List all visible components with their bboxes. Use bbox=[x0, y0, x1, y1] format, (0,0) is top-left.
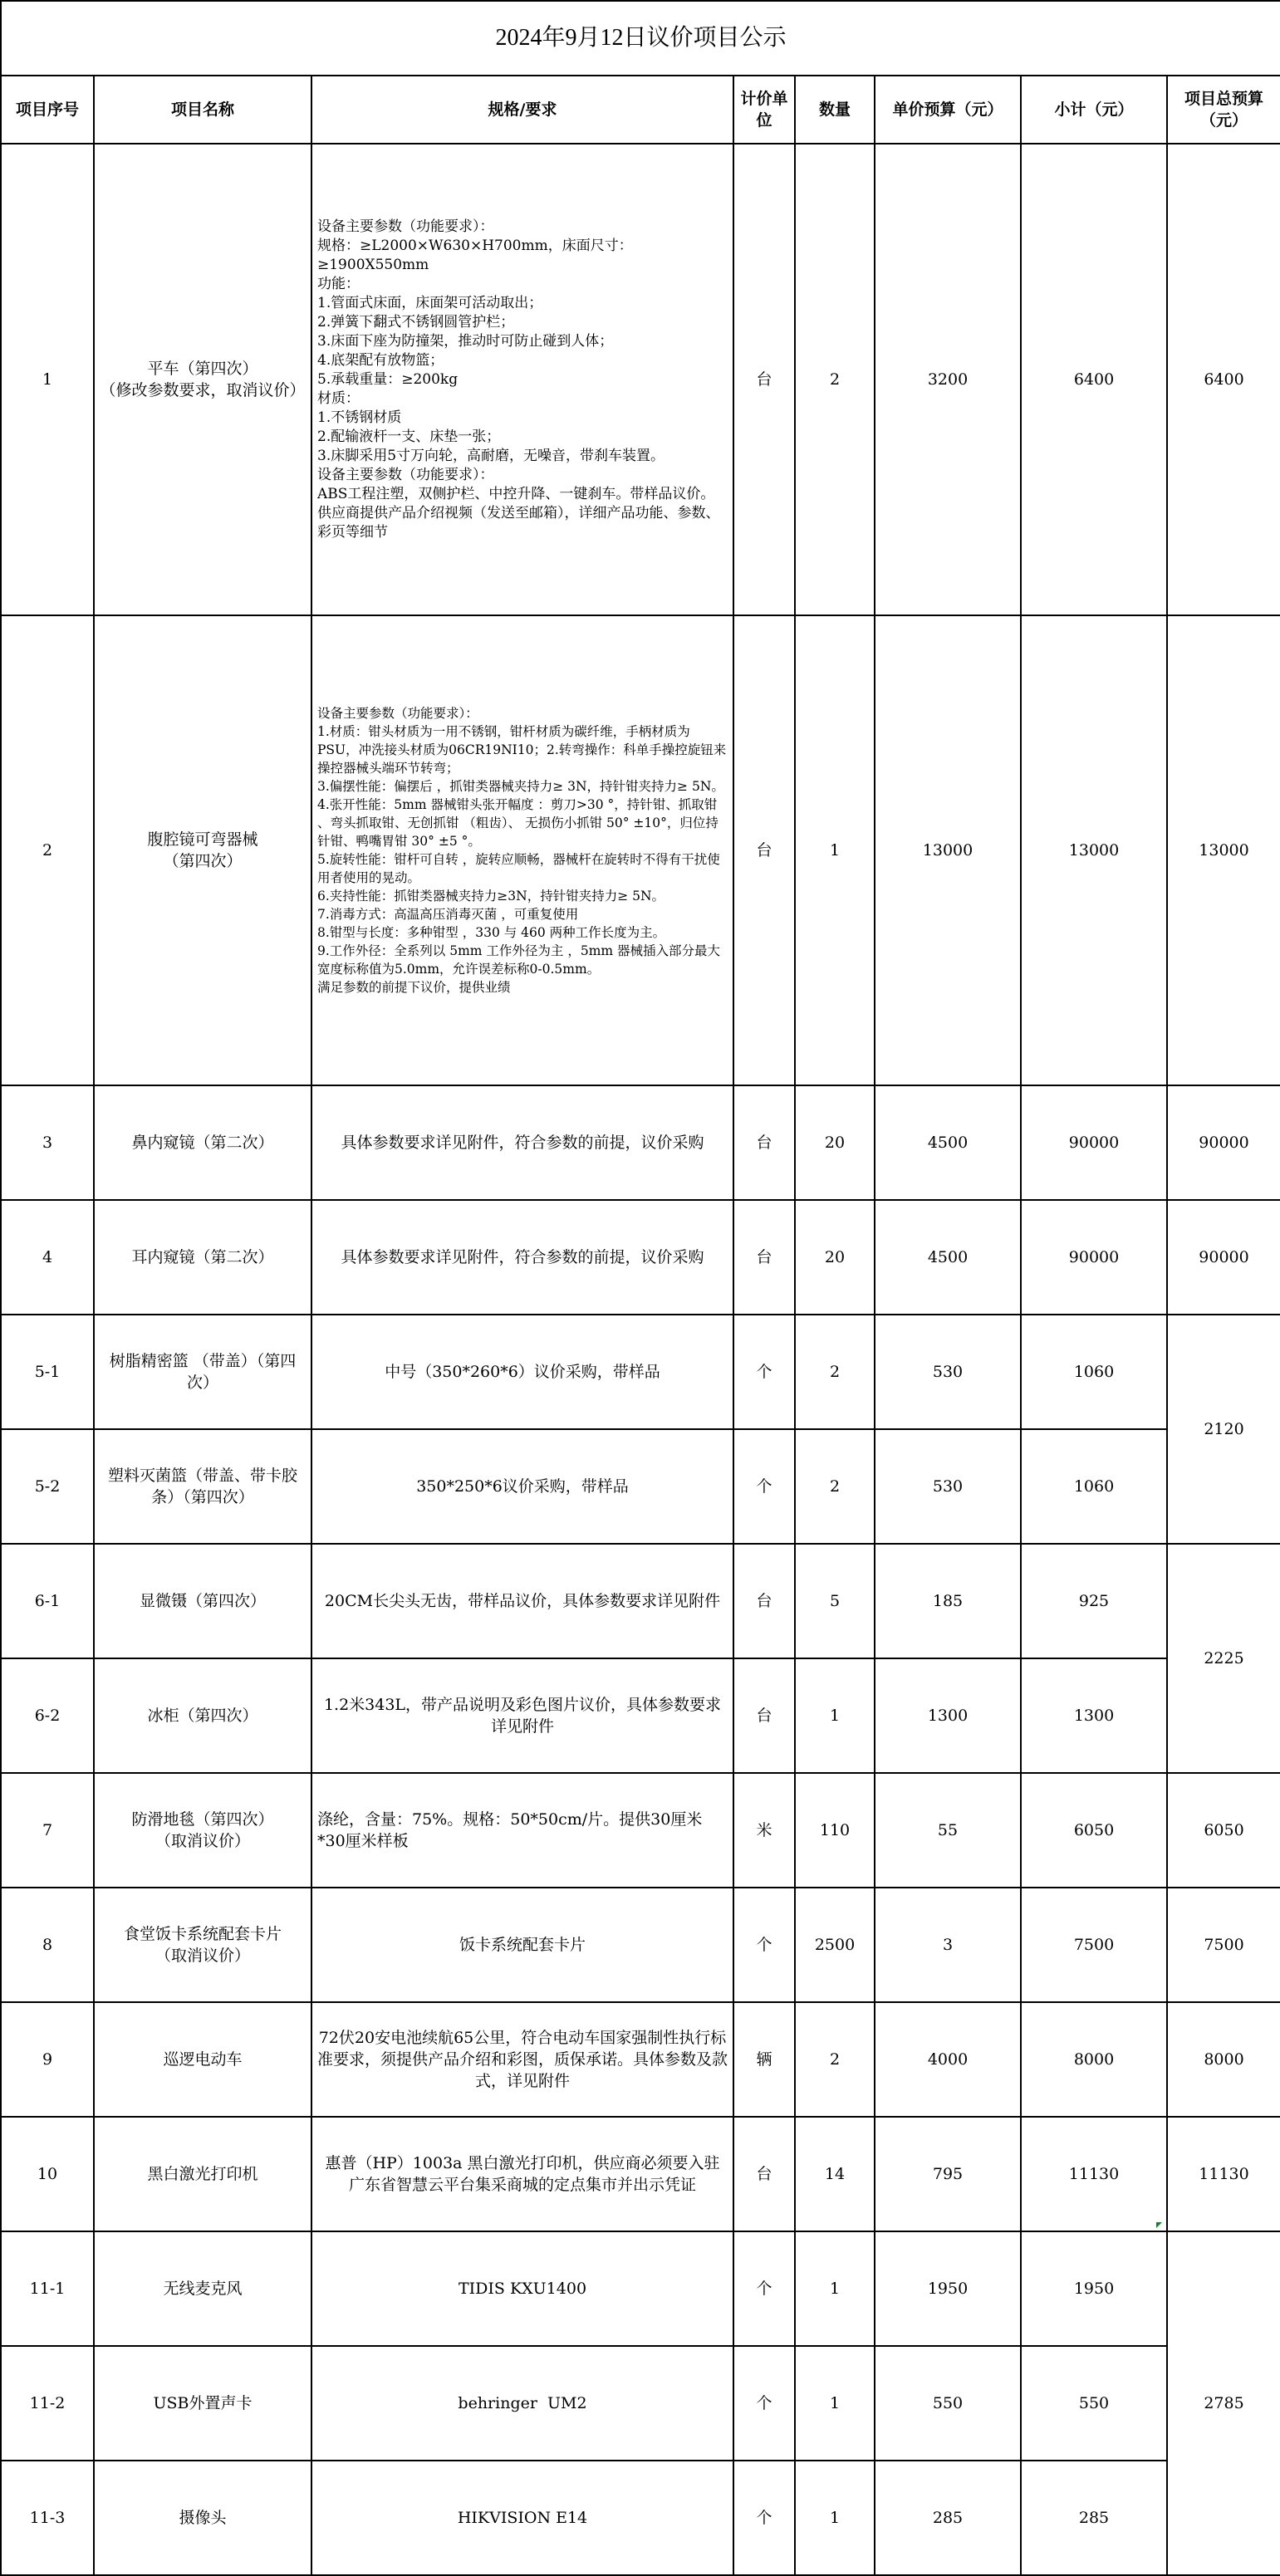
cell-total: 2785 bbox=[1167, 2231, 1280, 2575]
cell-spec: 20CM长尖头无齿，带样品议价，具体参数要求详见附件 bbox=[311, 1544, 733, 1658]
cell-seq: 6-1 bbox=[1, 1544, 94, 1658]
cell-name: 平车（第四次） （修改参数要求，取消议价） bbox=[94, 144, 311, 615]
cell-qty: 2 bbox=[795, 2002, 875, 2117]
cell-seq: 9 bbox=[1, 2002, 94, 2117]
cell-subtotal: 1060 bbox=[1021, 1315, 1167, 1429]
header-row bbox=[1, 76, 1280, 144]
cell-price: 1950 bbox=[875, 2231, 1021, 2346]
cell-name: 树脂精密篮 （带盖）（第四次） bbox=[94, 1315, 311, 1429]
header-price: 单价预算（元） bbox=[875, 76, 1021, 144]
cell-unit: 台 bbox=[733, 1658, 795, 1773]
cell-price: 4000 bbox=[875, 2002, 1021, 2117]
header-qty: 数量 bbox=[795, 76, 875, 144]
cell-unit: 个 bbox=[733, 1315, 795, 1429]
cell-seq: 6-2 bbox=[1, 1658, 94, 1773]
cell-name: 巡逻电动车 bbox=[94, 2002, 311, 2117]
header-unit: 计价单位 bbox=[733, 76, 795, 144]
table-row bbox=[1, 1544, 1280, 1658]
cell-unit: 米 bbox=[733, 1773, 795, 1888]
cell-spec: 设备主要参数（功能要求）： 1.材质：钳头材质为一用不锈钢，钳杆材质为碳纤维，手柄材质为PSU，冲洗接头材质为06CR19NI10；2.转弯操作：科单手操控旋钮来操控器械头端环节转弯； 3.偏摆性能：偏摆后 ，抓钳类器械夹持力≥ 3N，持针钳夹持力≥ 5N。 4.张开性能：5mm 器械钳头张开幅度 ：剪刀>30 °，持针钳、抓取钳 、弯头抓取钳、无创抓钳 （粗齿）、 无损伤小抓钳 50° ±10°，归位持针钳、鸭嘴胃钳 30° ±5 °。 5.旋转性能：钳杆可自转 ，旋转应顺畅，器械杆在旋转时不得有干扰使用者使用的晃动。 6.夹持性能：抓钳类器械夹持力≥3N，持针钳夹持力≥ 5N。 7.消毒方式：高温高压消毒灭菌 ，可重复使用 8.钳型与长度：多种钳型 ，330 与 460 两种工作长度为主。 9.工作外径：全系列以 5mm 工作外径为主 ，5mm 器械插入部分最大宽度标称值为5.0mm，允许误差标称0-0.5mm。 满足参数的前提下议价，提供业绩 bbox=[311, 615, 733, 1085]
cell-name: 食堂饭卡系统配套卡片 （取消议价） bbox=[94, 1888, 311, 2002]
cell-price: 550 bbox=[875, 2346, 1021, 2461]
cell-qty: 5 bbox=[795, 1544, 875, 1658]
cell-qty: 2 bbox=[795, 1315, 875, 1429]
cell-price: 3 bbox=[875, 1888, 1021, 2002]
cell-price: 1300 bbox=[875, 1658, 1021, 1773]
cell-subtotal: 1060 bbox=[1021, 1429, 1167, 1544]
table-row bbox=[1, 1429, 1280, 1544]
cell-price: 185 bbox=[875, 1544, 1021, 1658]
cell-total: 90000 bbox=[1167, 1200, 1280, 1315]
cell-seq: 5-1 bbox=[1, 1315, 94, 1429]
title-row bbox=[1, 1, 1280, 76]
cell-spec: 72伏20安电池续航65公里，符合电动车国家强制性执行标准要求，须提供产品介绍和彩图，质保承诺。具体参数及款式，详见附件 bbox=[311, 2002, 733, 2117]
cell-price: 530 bbox=[875, 1429, 1021, 1544]
cell-price: 530 bbox=[875, 1315, 1021, 1429]
cell-unit: 台 bbox=[733, 1085, 795, 1200]
cell-unit: 台 bbox=[733, 1544, 795, 1658]
cell-spec: 1.2米343L，带产品说明及彩色图片议价，具体参数要求详见附件 bbox=[311, 1658, 733, 1773]
cell-total: 8000 bbox=[1167, 2002, 1280, 2117]
cell-spec: 涤纶，含量：75%。规格：50*50cm/片。提供30厘米*30厘米样板 bbox=[311, 1773, 733, 1888]
cell-subtotal: 13000 bbox=[1021, 615, 1167, 1085]
cell-qty: 2500 bbox=[795, 1888, 875, 2002]
cell-subtotal: 1300 bbox=[1021, 1658, 1167, 1773]
table-row bbox=[1, 615, 1280, 1085]
cell-qty: 2 bbox=[795, 1429, 875, 1544]
cell-unit: 台 bbox=[733, 144, 795, 615]
cell-seq: 8 bbox=[1, 1888, 94, 2002]
header-spec: 规格/要求 bbox=[311, 76, 733, 144]
cell-price: 13000 bbox=[875, 615, 1021, 1085]
cell-seq: 4 bbox=[1, 1200, 94, 1315]
cell-comment-marker bbox=[1156, 2222, 1162, 2228]
cell-unit: 台 bbox=[733, 615, 795, 1085]
table-row bbox=[1, 1773, 1280, 1888]
cell-total: 6050 bbox=[1167, 1773, 1280, 1888]
cell-qty: 1 bbox=[795, 2231, 875, 2346]
cell-qty: 1 bbox=[795, 1658, 875, 1773]
cell-name: 鼻内窥镜（第二次） bbox=[94, 1085, 311, 1200]
cell-spec: behringer UM2 bbox=[311, 2346, 733, 2461]
header-total: 项目总预算（元） bbox=[1167, 76, 1280, 144]
cell-subtotal: 90000 bbox=[1021, 1200, 1167, 1315]
cell-subtotal: 285 bbox=[1021, 2461, 1167, 2575]
cell-subtotal: 8000 bbox=[1021, 2002, 1167, 2117]
cell-subtotal: 11130 bbox=[1021, 2117, 1167, 2231]
cell-subtotal: 550 bbox=[1021, 2346, 1167, 2461]
cell-unit: 个 bbox=[733, 2346, 795, 2461]
cell-seq: 2 bbox=[1, 615, 94, 1085]
table-row bbox=[1, 1658, 1280, 1773]
cell-qty: 20 bbox=[795, 1200, 875, 1315]
cell-subtotal: 6400 bbox=[1021, 144, 1167, 615]
header-subtotal: 小计（元） bbox=[1021, 76, 1167, 144]
cell-unit: 个 bbox=[733, 1429, 795, 1544]
table-row bbox=[1, 2346, 1280, 2461]
table-row bbox=[1, 1315, 1280, 1429]
cell-price: 795 bbox=[875, 2117, 1021, 2231]
cell-spec: TIDIS KXU1400 bbox=[311, 2231, 733, 2346]
table-row bbox=[1, 2461, 1280, 2575]
table-row bbox=[1, 2002, 1280, 2117]
cell-subtotal: 7500 bbox=[1021, 1888, 1167, 2002]
cell-spec: HIKVISION E14 bbox=[311, 2461, 733, 2575]
cell-name: 显微镊（第四次） bbox=[94, 1544, 311, 1658]
cell-price: 3200 bbox=[875, 144, 1021, 615]
table-row bbox=[1, 2231, 1280, 2346]
cell-qty: 1 bbox=[795, 615, 875, 1085]
cell-name: 摄像头 bbox=[94, 2461, 311, 2575]
cell-name: 冰柜（第四次） bbox=[94, 1658, 311, 1773]
header-name: 项目名称 bbox=[94, 76, 311, 144]
cell-seq: 10 bbox=[1, 2117, 94, 2231]
table-row bbox=[1, 144, 1280, 615]
cell-unit: 个 bbox=[733, 2461, 795, 2575]
table-row bbox=[1, 2117, 1280, 2231]
cell-total: 7500 bbox=[1167, 1888, 1280, 2002]
cell-seq: 11-2 bbox=[1, 2346, 94, 2461]
cell-price: 4500 bbox=[875, 1200, 1021, 1315]
cell-unit: 台 bbox=[733, 2117, 795, 2231]
cell-total: 90000 bbox=[1167, 1085, 1280, 1200]
sheet-title: 2024年9月12日议价项目公示 bbox=[1, 1, 1280, 76]
cell-total: 11130 bbox=[1167, 2117, 1280, 2231]
cell-name: 塑料灭菌篮（带盖、带卡胶条）（第四次） bbox=[94, 1429, 311, 1544]
cell-name: 耳内窥镜（第二次） bbox=[94, 1200, 311, 1315]
cell-total: 2120 bbox=[1167, 1315, 1280, 1544]
cell-name: 黑白激光打印机 bbox=[94, 2117, 311, 2231]
cell-seq: 3 bbox=[1, 1085, 94, 1200]
table-row bbox=[1, 1085, 1280, 1200]
cell-subtotal: 90000 bbox=[1021, 1085, 1167, 1200]
cell-spec: 惠普（HP）1003a 黑白激光打印机，供应商必须要入驻广东省智慧云平台集采商城的定点集市并出示凭证 bbox=[311, 2117, 733, 2231]
cell-unit: 个 bbox=[733, 1888, 795, 2002]
cell-seq: 7 bbox=[1, 1773, 94, 1888]
cell-unit: 个 bbox=[733, 2231, 795, 2346]
cell-qty: 20 bbox=[795, 1085, 875, 1200]
cell-spec: 具体参数要求详见附件，符合参数的前提，议价采购 bbox=[311, 1200, 733, 1315]
table-row bbox=[1, 1888, 1280, 2002]
cell-seq: 11-3 bbox=[1, 2461, 94, 2575]
cell-price: 4500 bbox=[875, 1085, 1021, 1200]
cell-spec: 饭卡系统配套卡片 bbox=[311, 1888, 733, 2002]
cell-seq: 5-2 bbox=[1, 1429, 94, 1544]
cell-name: 无线麦克风 bbox=[94, 2231, 311, 2346]
cell-qty: 1 bbox=[795, 2346, 875, 2461]
cell-qty: 2 bbox=[795, 144, 875, 615]
cell-spec: 350*250*6议价采购，带样品 bbox=[311, 1429, 733, 1544]
cell-unit: 辆 bbox=[733, 2002, 795, 2117]
cell-total: 13000 bbox=[1167, 615, 1280, 1085]
cell-spec: 具体参数要求详见附件，符合参数的前提，议价采购 bbox=[311, 1085, 733, 1200]
cell-qty: 110 bbox=[795, 1773, 875, 1888]
cell-name: USB外置声卡 bbox=[94, 2346, 311, 2461]
cell-subtotal: 1950 bbox=[1021, 2231, 1167, 2346]
cell-total: 6400 bbox=[1167, 144, 1280, 615]
cell-spec: 设备主要参数（功能要求）： 规格：≥L2000×W630×H700mm，床面尺寸：≥1900X550mm 功能： 1.管面式床面，床面架可活动取出； 2.弹簧下翻式不锈钢圆管护栏； 3.床面下座为防撞架，推动时可防止碰到人体； 4.底架配有放物篮； 5.承载重量：≥200kg 材质： 1.不锈钢材质 2.配输液杆一支、床垫一张； 3.床脚采用5寸万向轮，高耐磨，无噪音，带刹车装置。 设备主要参数（功能要求）： ABS工程注塑，双侧护栏、中控升降、一键刹车。带样品议价。供应商提供产品介绍视频（发送至邮箱），详细产品功能、参数、彩页等细节 bbox=[311, 144, 733, 615]
table-row bbox=[1, 1200, 1280, 1315]
cell-subtotal: 925 bbox=[1021, 1544, 1167, 1658]
cell-qty: 14 bbox=[795, 2117, 875, 2231]
header-seq: 项目序号 bbox=[1, 76, 94, 144]
cell-name: 防滑地毯（第四次） （取消议价） bbox=[94, 1773, 311, 1888]
cell-spec: 中号（350*260*6）议价采购，带样品 bbox=[311, 1315, 733, 1429]
cell-seq: 11-1 bbox=[1, 2231, 94, 2346]
cell-subtotal: 6050 bbox=[1021, 1773, 1167, 1888]
cell-qty: 1 bbox=[795, 2461, 875, 2575]
cell-total: 2225 bbox=[1167, 1544, 1280, 1773]
cell-seq: 1 bbox=[1, 144, 94, 615]
cell-price: 285 bbox=[875, 2461, 1021, 2575]
cell-unit: 台 bbox=[733, 1200, 795, 1315]
cell-price: 55 bbox=[875, 1773, 1021, 1888]
cell-name: 腹腔镜可弯器械 （第四次） bbox=[94, 615, 311, 1085]
